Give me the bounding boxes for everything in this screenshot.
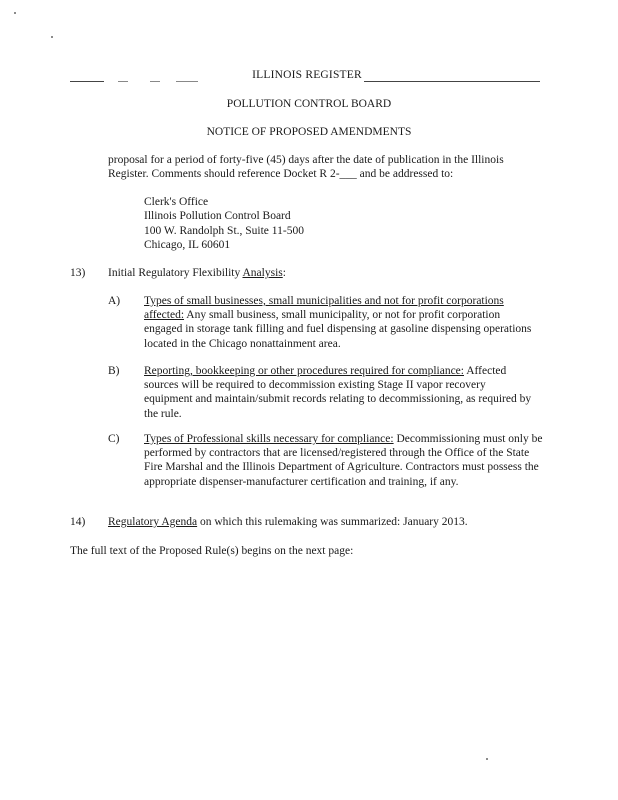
section-13-title <box>108 266 286 280</box>
section-13-number: 13) <box>70 267 86 279</box>
section-14-heading: Regulatory Agenda <box>108 516 198 528</box>
address-line: Clerk's Office <box>144 196 209 208</box>
intro-line-2-a: Register. Comments should reference Docket R <box>108 168 328 181</box>
item-b-heading: Reporting, bookkeeping or other procedures required for compliance: <box>144 365 464 377</box>
item-c-letter: C) <box>108 433 120 445</box>
agency-title: POLLUTION CONTROL BOARD <box>226 98 392 110</box>
item-a-letter: A) <box>108 295 121 307</box>
item-a-heading: Types of small businesses, small municipalities and not for profit corporations affected: <box>144 295 504 322</box>
section-13-title-colon: : <box>282 267 286 279</box>
register-title: ILLINOIS REGISTER <box>252 69 362 81</box>
section-13-title-underlined: Analysis <box>242 267 283 279</box>
section-14-line <box>108 515 468 529</box>
notice-title: NOTICE OF PROPOSED AMENDMENTS <box>206 126 412 138</box>
address-line: 100 W. Randolph St., Suite 11-500 <box>144 224 304 237</box>
address-block <box>144 195 404 253</box>
address-line: Chicago, IL 60601 <box>144 239 231 252</box>
item-c-text: Decommissioning must only be performed by contractors that are licensed/registered through the Office of the State Fire Marshal and the Illinois Department of Agriculture. Contractors must possess the appropriate dispenser-manufacturer certification and training, if any. <box>144 433 543 488</box>
closing-line: The full text of the Proposed Rule(s) begins on the next page: <box>70 545 354 557</box>
intro-line-2-b: 2-___ and be addressed to: <box>329 168 454 181</box>
item-c-paragraph <box>144 432 544 489</box>
scan-speck <box>486 758 488 760</box>
scan-speck <box>51 36 53 38</box>
intro-paragraph <box>108 153 548 181</box>
section-14-text: on which this rulemaking was summarized: January 2013. <box>199 516 468 528</box>
intro-line-2 <box>108 167 548 181</box>
intro-line-1: proposal for a period of forty-five (45) days after the date of publication in the Illinois <box>108 154 504 166</box>
scan-speck <box>14 12 16 14</box>
item-b-paragraph <box>144 364 536 421</box>
item-c-heading: Types of Professional skills necessary for compliance: <box>144 433 394 445</box>
item-b-text: Affected sources will be required to decommission existing Stage II vapor recovery equipment and maintain/submit records relating to decommissioning, as required by the rule. <box>144 365 532 420</box>
item-a-text: Any small business, small municipality, or not for profit corporation engaged in storage tank filling and fuel dispensing at gasoline dispensing operations located in the Chicago nonattainment area. <box>144 309 532 350</box>
section-14-number: 14) <box>70 516 86 528</box>
address-line: Illinois Pollution Control Board <box>144 210 291 223</box>
section-13-title-text: Initial Regulatory Flexibility <box>108 267 243 279</box>
item-a-paragraph <box>144 294 536 351</box>
item-b-letter: B) <box>108 365 120 377</box>
